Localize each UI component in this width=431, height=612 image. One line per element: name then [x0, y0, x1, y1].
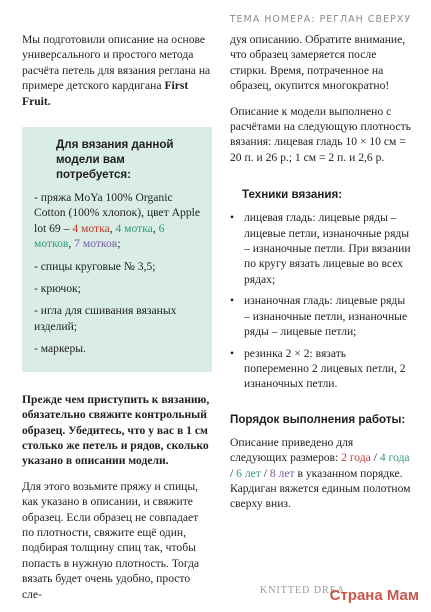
yarn-quantity-4: 7 мотков	[74, 237, 118, 251]
technique-text: резинка 2 × 2: вязать попеременно 2 лицевых петли, 2 изнаночных петли.	[244, 346, 406, 391]
yarn-quantity-3: 6 мотков	[34, 221, 165, 251]
order-text-2: в указанном порядке. Кардиган вяжется единым полотном сверху вниз.	[230, 466, 411, 511]
intro-paragraph	[22, 32, 212, 109]
order-text-1: Описание приведено для следующих размеров:	[230, 435, 354, 465]
materials-box	[22, 127, 212, 372]
section-header: ТЕМА НОМЕРА: РЕГЛАН СВЕРХУ	[229, 14, 411, 25]
size-2: 4 года	[379, 451, 410, 465]
continuation-paragraph: дуя описанию. Обратите внимание, что образец замеряется после стирки. Время, потраченное на образец, окупится многократно!	[230, 33, 406, 93]
bullet-icon: •	[230, 211, 235, 225]
sample-instructions: Для этого возьмите пряжу и спицы, как указано в описании, и свяжите образец. Если образец не совпадает по плотности, свяжите ещё один, подбирая толщину спиц так, чтобы попасть в нужную плотность. Тогда вязать будет очень удобно, просто сле-	[22, 479, 200, 601]
technique-item	[230, 346, 412, 392]
magazine-footer: KNITTED DREA	[260, 585, 346, 596]
left-column	[22, 32, 212, 612]
gauge-paragraph: Описание к модели выполнено с расчётами на следующую плотность вязания: лицевая гладь 10 × 10 см = 20 п. и 26 р.; 1 см = 2 п. и 2,6 р.	[230, 104, 411, 164]
materials-title: Для вязания данной модели вам потребуется:	[56, 138, 174, 182]
order-section	[230, 412, 412, 512]
technique-item	[230, 293, 412, 339]
yarn-quantity-1: 4 мотка	[72, 221, 110, 235]
sample-warning: Прежде чем приступить к вязанию, обязательно свяжите контрольный образец. Убедитесь, что у вас в 1 см столько же петель и рядов, сколько указано в описании модели.	[22, 392, 210, 468]
intro-text: Мы подготовили описание на основе универсального и простого метода расчёта петель для вязания реглана на примере детского кардигана	[22, 33, 211, 93]
yarn-quantity-2: 4 мотка	[115, 221, 153, 235]
techniques-title: Техники вязания:	[242, 188, 343, 202]
technique-item	[230, 210, 412, 287]
technique-text: изнаночная гладь: лицевые ряды – изнаночные петли, изнаночные ряды – лицевые петли;	[244, 294, 408, 339]
materials-yarn: - пряжа MoYa 100% Organic Cotton (100% хлопок), цвет Apple lot 69 – 4 мотка, 4 мотка, 6 мотков, 7 мотков;	[34, 191, 200, 251]
materials-markers: - маркеры.	[34, 342, 86, 356]
technique-text: лицевая гладь: лицевые ряды – лицевые петли, изнаночные ряды – изнаночные петли. При вязании по кругу вязать лицевые во всех рядах;	[244, 211, 411, 286]
materials-needles: - спицы круговые № 3,5;	[34, 259, 156, 273]
materials-sewing-needle: - игла для сшивания вязаных изделий;	[34, 304, 177, 333]
size-3: 6 лет	[236, 466, 261, 480]
yarn-text: - пряжа MoYa 100% Organic Cotton (100% хлопок), цвет Apple lot 69 –	[34, 191, 200, 235]
bullet-icon: •	[230, 346, 235, 360]
right-column	[230, 32, 412, 522]
size-1: 2 года	[341, 451, 371, 465]
site-watermark: Страна Мам	[329, 587, 419, 604]
size-4: 8 лет	[269, 466, 295, 480]
order-title: Порядок выполнения работы:	[230, 412, 406, 426]
materials-hook: - крючок;	[34, 282, 81, 296]
order-paragraph: Описание приведено для следующих размеров: 2 года / 4 года / 6 лет / 8 лет в указанном порядке. Кардиган вяжется единым полотном сверху вниз.	[230, 435, 411, 511]
model-name: First Fruit.	[22, 79, 189, 108]
bullet-icon: •	[230, 294, 235, 308]
techniques-section	[230, 187, 412, 391]
